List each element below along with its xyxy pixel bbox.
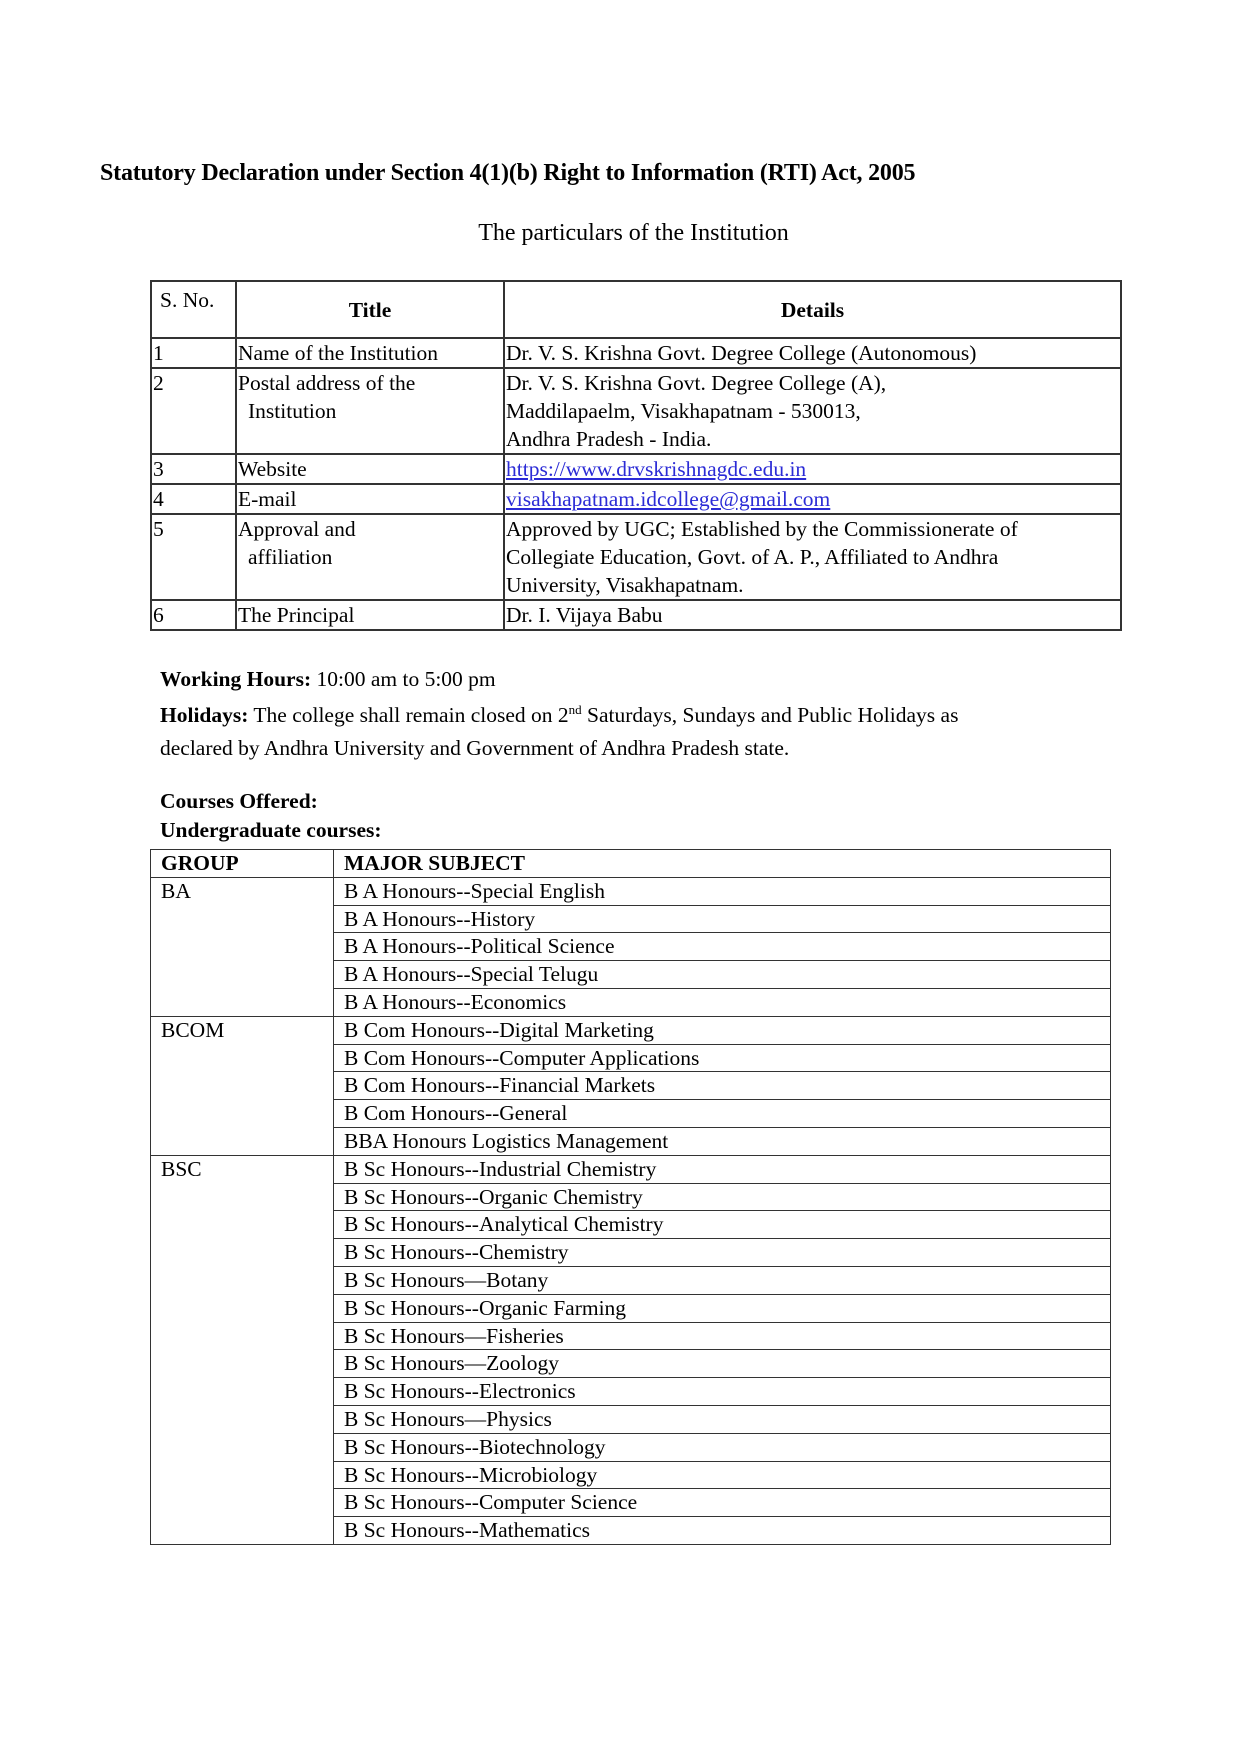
table-row bbox=[151, 338, 1121, 368]
subject-cell: B Com Honours--Digital Marketing bbox=[334, 1016, 1111, 1044]
group-ba: BA bbox=[151, 877, 334, 1016]
header-group: GROUP bbox=[151, 850, 334, 878]
table-row bbox=[151, 368, 1121, 454]
subject-cell: B Sc Honours--Mathematics bbox=[334, 1517, 1111, 1545]
courses-table bbox=[150, 849, 1111, 1545]
row-details bbox=[504, 454, 1121, 484]
row-sno: 6 bbox=[151, 600, 236, 630]
website-link[interactable]: https://www.drvskrishnagdc.edu.in bbox=[506, 457, 807, 481]
row-sno: 1 bbox=[151, 338, 236, 368]
subject-cell: B Sc Honours--Chemistry bbox=[334, 1239, 1111, 1267]
courses-heading: Courses Offered: bbox=[160, 789, 318, 813]
subject-cell: B A Honours--Political Science bbox=[334, 933, 1111, 961]
holidays-text: The college shall remain closed on 2 bbox=[248, 703, 569, 728]
row-details: Dr. I. Vijaya Babu bbox=[504, 600, 1121, 630]
row-title: Name of the Institution bbox=[236, 338, 504, 368]
working-hours-value: 10:00 am to 5:00 pm bbox=[311, 667, 496, 691]
document-subtitle bbox=[0, 220, 1241, 247]
subject-cell: B Sc Honours--Organic Chemistry bbox=[334, 1183, 1111, 1211]
subject-cell: B Sc Honours—Fisheries bbox=[334, 1322, 1111, 1350]
subject-cell: B Sc Honours—Botany bbox=[334, 1266, 1111, 1294]
subject-cell: B A Honours--Special English bbox=[334, 877, 1111, 905]
title-line: Institution bbox=[248, 399, 337, 423]
subtitle-text: The particulars of the Institution bbox=[478, 220, 789, 246]
row-details bbox=[504, 368, 1121, 454]
subject-cell: B Sc Honours—Zoology bbox=[334, 1350, 1111, 1378]
subject-cell: B Com Honours--Financial Markets bbox=[334, 1072, 1111, 1100]
subject-cell: B Sc Honours--Computer Science bbox=[334, 1489, 1111, 1517]
holidays-label: Holidays: bbox=[160, 703, 249, 728]
subject-cell: B Com Honours--General bbox=[334, 1100, 1111, 1128]
address-line: Andhra Pradesh - India. bbox=[506, 427, 712, 451]
header-title: Title bbox=[236, 281, 504, 338]
subject-cell: B Sc Honours—Physics bbox=[334, 1405, 1111, 1433]
subject-cell: B A Honours--History bbox=[334, 905, 1111, 933]
subject-cell: B A Honours--Economics bbox=[334, 988, 1111, 1016]
row-details bbox=[504, 484, 1121, 514]
title-line: Approval and bbox=[238, 517, 356, 541]
table-row bbox=[151, 600, 1121, 630]
title-line: Postal address of the bbox=[238, 371, 416, 395]
subject-cell: B Sc Honours--Biotechnology bbox=[334, 1433, 1111, 1461]
header-details: Details bbox=[504, 281, 1121, 338]
table-row bbox=[151, 1155, 1111, 1183]
group-bcom: BCOM bbox=[151, 1016, 334, 1155]
working-hours bbox=[160, 664, 1080, 694]
courses-header-row bbox=[151, 850, 1111, 878]
detail-line: Approved by UGC; Established by the Commissionerate of bbox=[506, 517, 1018, 541]
institution-particulars-table bbox=[150, 280, 1122, 631]
holidays-text: Saturdays, Sundays and Public Holidays as bbox=[581, 703, 959, 728]
row-details: Dr. V. S. Krishna Govt. Degree College (Autonomous) bbox=[504, 338, 1121, 368]
table-row bbox=[151, 454, 1121, 484]
undergraduate-heading: Undergraduate courses: bbox=[160, 818, 382, 842]
row-title bbox=[236, 514, 504, 600]
subject-cell: B A Honours--Special Telugu bbox=[334, 961, 1111, 989]
address-line: Dr. V. S. Krishna Govt. Degree College (A), bbox=[506, 371, 887, 395]
holidays-sup: nd bbox=[568, 702, 582, 717]
row-title: E-mail bbox=[236, 484, 504, 514]
group-bsc: BSC bbox=[151, 1155, 334, 1544]
row-sno: 5 bbox=[151, 514, 236, 600]
working-hours-label: Working Hours: bbox=[160, 667, 312, 691]
subject-cell: B Sc Honours--Microbiology bbox=[334, 1461, 1111, 1489]
row-sno: 3 bbox=[151, 454, 236, 484]
row-title bbox=[236, 368, 504, 454]
table-row bbox=[151, 1016, 1111, 1044]
table-row bbox=[151, 484, 1121, 514]
header-subject: MAJOR SUBJECT bbox=[334, 850, 1111, 878]
detail-line: Collegiate Education, Govt. of A. P., Affiliated to Andhra bbox=[506, 545, 999, 569]
row-title: Website bbox=[236, 454, 504, 484]
subject-cell: B Sc Honours--Organic Farming bbox=[334, 1294, 1111, 1322]
header-sno: S. No. bbox=[151, 281, 236, 338]
row-title: The Principal bbox=[236, 600, 504, 630]
table-row bbox=[151, 514, 1121, 600]
subject-cell: B Sc Honours--Industrial Chemistry bbox=[334, 1155, 1111, 1183]
holidays-text: declared by Andhra University and Government of Andhra Pradesh state. bbox=[160, 736, 790, 761]
subject-cell: B Sc Honours--Analytical Chemistry bbox=[334, 1211, 1111, 1239]
holidays bbox=[160, 693, 1080, 765]
subject-cell: B Com Honours--Computer Applications bbox=[334, 1044, 1111, 1072]
subject-cell: BBA Honours Logistics Management bbox=[334, 1127, 1111, 1155]
email-link[interactable]: visakhapatnam.idcollege@gmail.com bbox=[506, 487, 831, 511]
address-line: Maddilapaelm, Visakhapatnam - 530013, bbox=[506, 399, 861, 423]
title-line: affiliation bbox=[248, 545, 333, 569]
row-sno: 4 bbox=[151, 484, 236, 514]
subject-cell: B Sc Honours--Electronics bbox=[334, 1378, 1111, 1406]
row-details bbox=[504, 514, 1121, 600]
detail-line: University, Visakhapatnam. bbox=[506, 573, 744, 597]
table-row bbox=[151, 877, 1111, 905]
row-sno: 2 bbox=[151, 368, 236, 454]
table-header-row bbox=[151, 281, 1121, 338]
document-title: Statutory Declaration under Section 4(1)(b) Right to Information (RTI) Act, 2005 bbox=[100, 160, 916, 186]
